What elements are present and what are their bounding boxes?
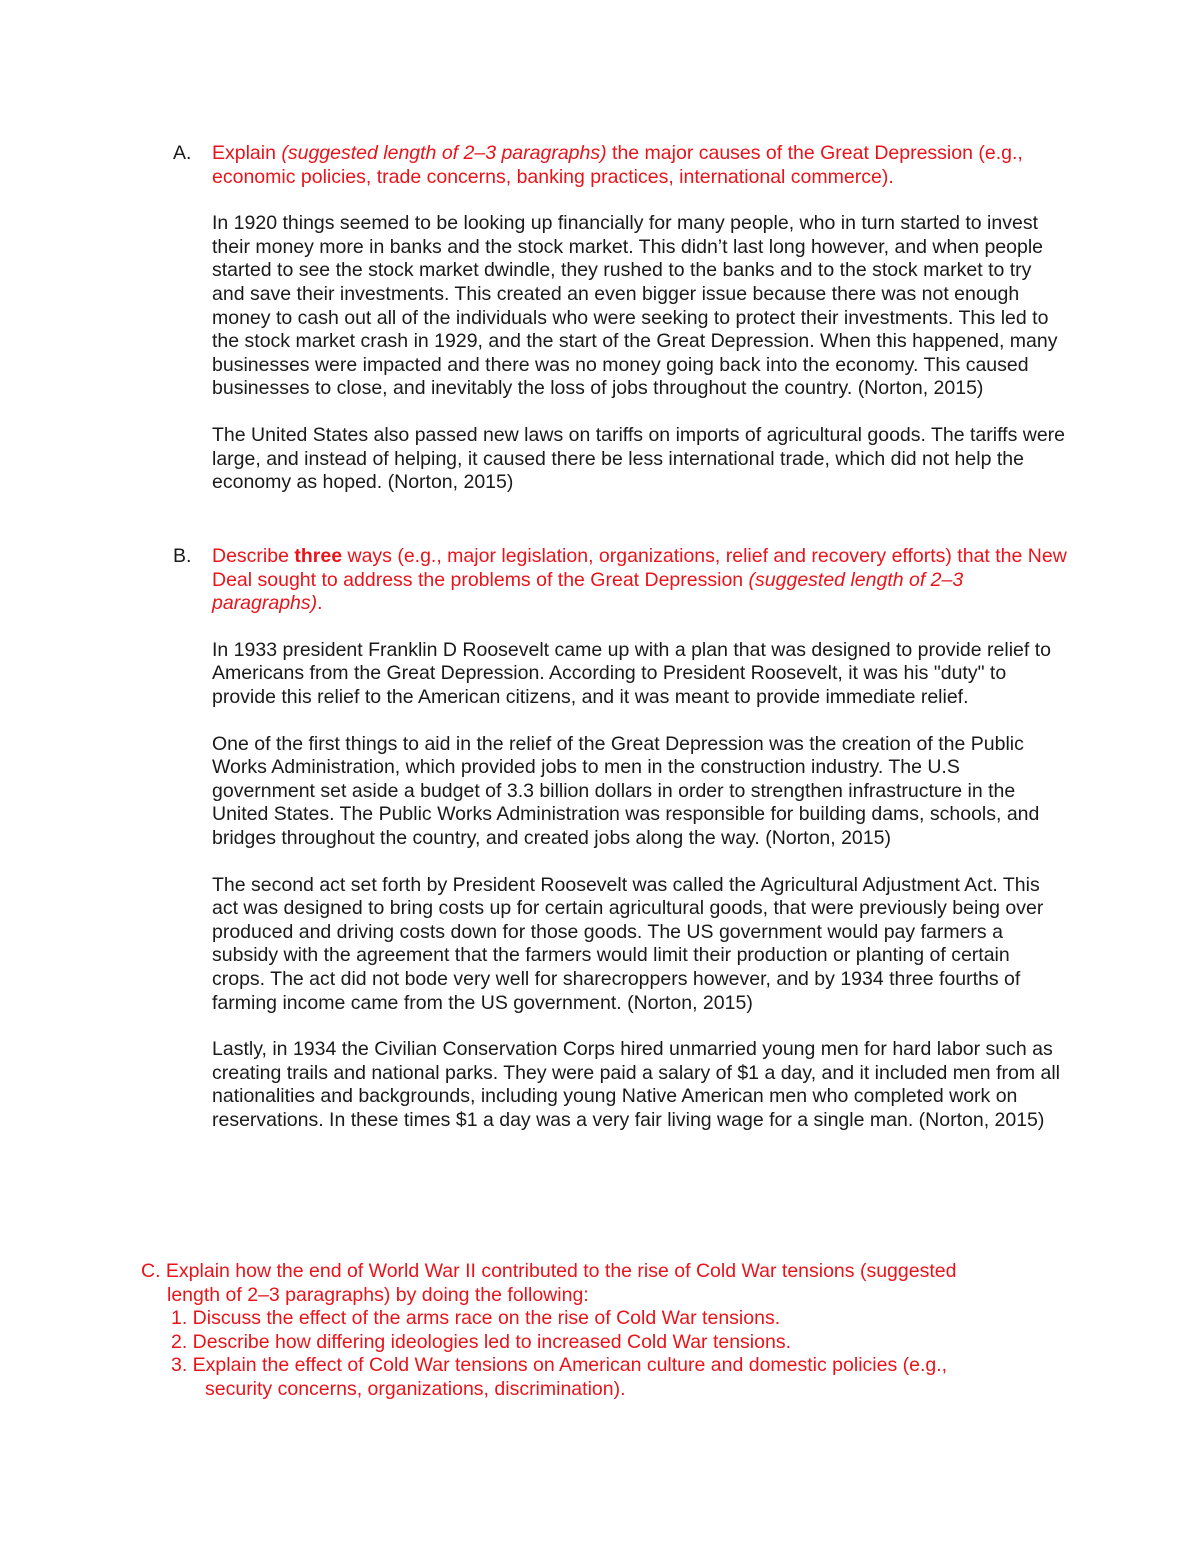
section-b-prompt-part3: . (317, 592, 323, 615)
section-a-prompt (212, 142, 1067, 189)
section-b-paragraph-3: The second act set forth by President Roosevelt was called the Agricultural Adjustment Act. This act was designed to bring costs up for certain agricultural goods, that were previously being over produced and driving costs down for those goods. The US government would pay farmers a subsidy with the agreement that the farmers would limit their production or planting of certain crops. The act did not bode very well for sharecroppers however, and by 1934 three fourths of farming income came from the US government. (Norton, 2015) (212, 873, 1044, 1014)
section-b-paragraph-2: One of the first things to aid in the relief of the Great Depression was the creation of the Public Works Administration, which provided jobs to men in the construction industry. The U.S government set aside a budget of 3.3 billion dollars in order to strengthen infrastructure in the United States. The Public Works Administration was responsible for building dams, schools, and bridges throughout the country, and created jobs along the way. (Norton, 2015) (212, 732, 1040, 849)
section-a-marker: A. (173, 142, 192, 164)
section-c-item-3: 3. Explain the effect of Cold War tensions on American culture and domestic policies (e.g., (171, 1354, 948, 1377)
section-a-paragraph-2: The United States also passed new laws on tariffs on imports of agricultural goods. The tariffs were large, and instead of helping, it caused there be less international trade, which did not help the economy as hoped. (Norton, 2015) (212, 423, 1066, 494)
section-b-prompt-italic: (suggested length of 2–3 paragraphs) (212, 568, 964, 615)
section-b-prompt-part2: ways (e.g., major legislation, organizations, relief and recovery efforts) that the New Deal sought to address the problems of the Great Depression (212, 545, 1067, 591)
section-a-prompt-italic: (suggested length of 2–3 paragraphs) (281, 142, 607, 164)
section-a-paragraph-1: In 1920 things seemed to be looking up financially for many people, who in turn started to invest their money more in banks and the stock market. This didn’t last long however, and when people started to see the stock market dwindle, they rushed to the banks and to the stock market to try and save their investments. This created an even bigger issue because there was not enough money to cash out all of the individuals who were seeking to protect their investments. This led to the stock market crash in 1929, and the start of the Great Depression. When this happened, many businesses were impacted and there was no money going back into the economy. This caused businesses to close, and inevitably the loss of jobs throughout the country. (Norton, 2015) (212, 212, 1058, 400)
section-b-paragraph-1: In 1933 president Franklin D Roosevelt came up with a plan that was designed to provide relief to Americans from the Great Depression. According to President Roosevelt, it was his "duty" to provide this relief to the American citizens, and it was meant to provide immediate relief. (212, 638, 1051, 708)
section-c-line-1: C. Explain how the end of World War II contributed to the rise of Cold War tensions (suggested (141, 1260, 957, 1282)
section-c-item-1: 1. Discuss the effect of the arms race on the rise of Cold War tensions. (171, 1307, 781, 1330)
section-b-paragraph-4: Lastly, in 1934 the Civilian Conservation Corps hired unmarried young men for hard labor such as creating trails and national parks. They were paid a salary of $1 a day, and it included men from all nationalities and backgrounds, including young Native American men who completed work on reservations. In these times $1 a day was a very fair living wage for a single man. (Norton, 2015) (212, 1038, 1060, 1131)
section-b (173, 545, 1073, 1132)
section-a-prompt-part1: Explain (212, 142, 282, 164)
section-a-body (212, 142, 1067, 495)
section-b-prompt (212, 545, 1067, 616)
section-c-item-3-continued: security concerns, organizations, discrimination). (205, 1377, 626, 1400)
section-c (141, 1260, 1061, 1402)
section-a (173, 142, 1073, 495)
section-b-prompt-part1: Describe (212, 545, 295, 567)
section-b-prompt-bold: three (294, 545, 343, 567)
section-b-marker: B. (173, 545, 192, 567)
section-c-line-2: length of 2–3 paragraphs) by doing the following: (167, 1283, 589, 1306)
section-a-prompt-part2: the major causes of the Great Depression (e.g., economic policies, trade concerns, banking practices, international commerce). (212, 142, 1023, 188)
section-b-body (212, 545, 1067, 1132)
section-c-item-2: 2. Describe how differing ideologies led to increased Cold War tensions. (171, 1330, 792, 1353)
